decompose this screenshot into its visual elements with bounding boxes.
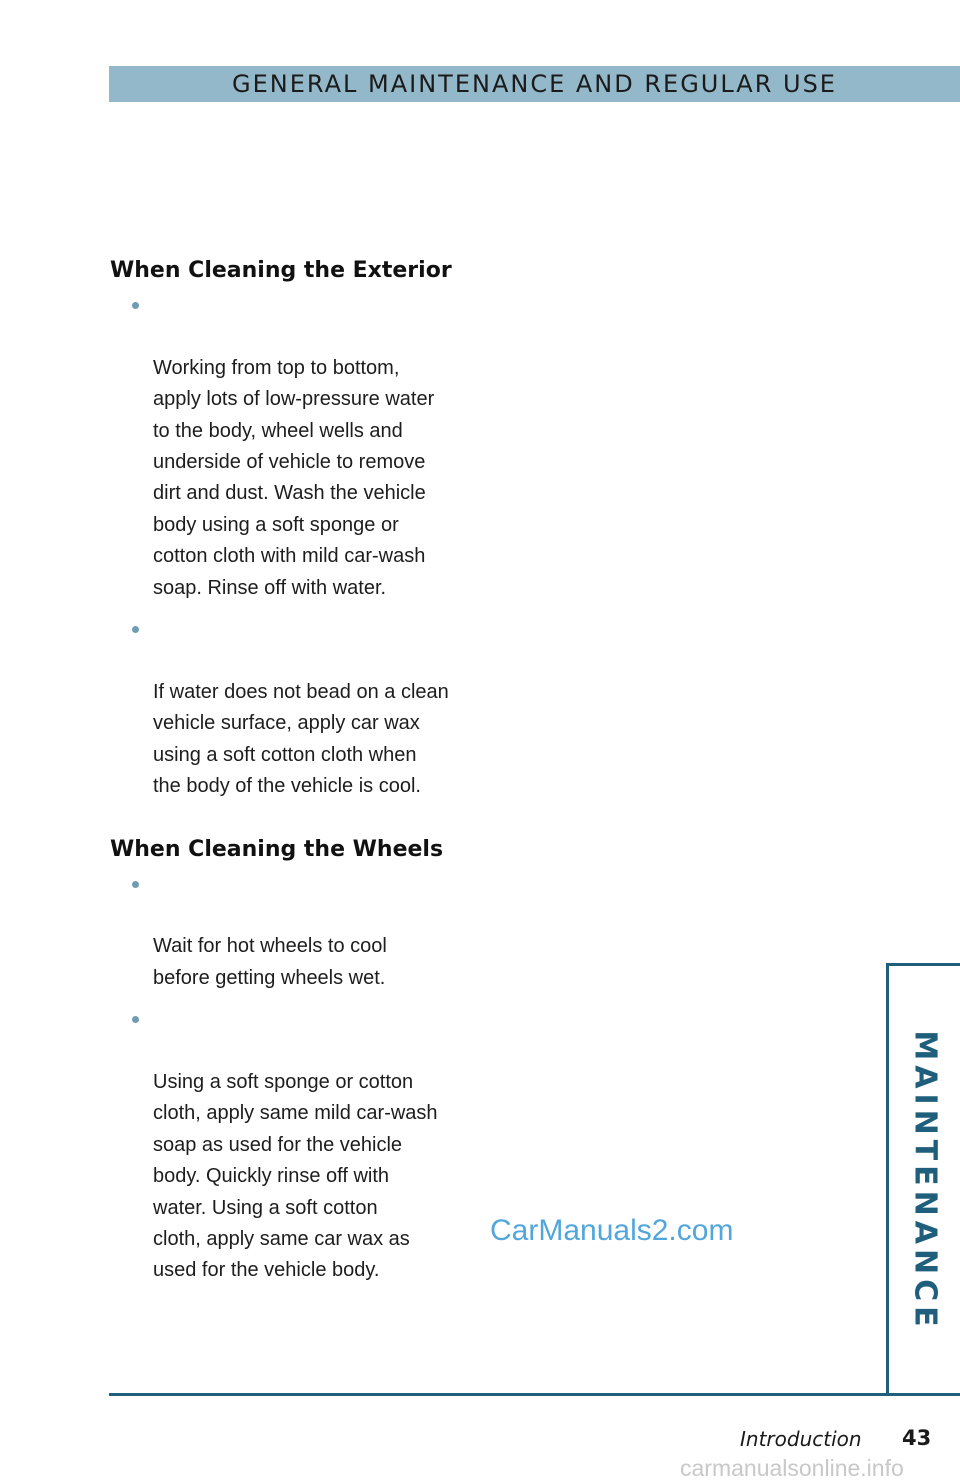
page-header-title: GENERAL MAINTENANCE AND REGULAR USE bbox=[232, 70, 837, 98]
bullet-text: If water does not bead on a clean vehicle surface, apply car wax using a soft cotton cloth when the body of the vehicle is cool. bbox=[153, 680, 449, 798]
bullet-text: Wait for hot wheels to cool before getting wheels wet. bbox=[153, 935, 387, 989]
page-number: 43 bbox=[902, 1426, 932, 1450]
footer-divider bbox=[109, 1393, 960, 1396]
list-item bbox=[110, 290, 470, 604]
bullet-text: Using a soft sponge or cotton cloth, apply same mild car-wash soap as used for the vehicle body. Quickly rinse off with water. Using a soft cotton cloth, apply same car wax as used for the vehicle body. bbox=[153, 1070, 438, 1282]
section-heading-wheels: When Cleaning the Wheels bbox=[110, 836, 444, 862]
main-content bbox=[110, 256, 470, 1297]
section-spacer bbox=[110, 813, 470, 835]
exterior-bullet-list bbox=[110, 290, 470, 803]
watermark-carmanuals2: CarManuals2.com bbox=[490, 1214, 734, 1247]
wheels-bullet-list bbox=[110, 869, 470, 1287]
footer-section-name: Introduction bbox=[740, 1427, 862, 1451]
bullet-icon bbox=[132, 1016, 139, 1023]
list-item bbox=[110, 869, 470, 995]
header-bar bbox=[109, 66, 960, 102]
side-tab-maintenance bbox=[886, 963, 960, 1395]
bullet-icon bbox=[132, 881, 139, 888]
side-tab-label: MAINTENANCE bbox=[907, 1029, 942, 1332]
section-heading-exterior: When Cleaning the Exterior bbox=[110, 258, 452, 283]
bullet-icon bbox=[132, 626, 139, 633]
list-item bbox=[110, 1004, 470, 1287]
bullet-text: Working from top to bottom, apply lots of low-pressure water to the body, wheel wells and underside of vehicle to remove dirt and dust. Wash the vehicle body using a soft sponge or cotton cloth with mild car-wash soap. Rinse off with water. bbox=[153, 356, 435, 599]
watermark-carmanualsonline: carmanualsonline.info bbox=[680, 1455, 904, 1481]
bullet-icon bbox=[132, 302, 139, 309]
list-item bbox=[110, 614, 470, 802]
